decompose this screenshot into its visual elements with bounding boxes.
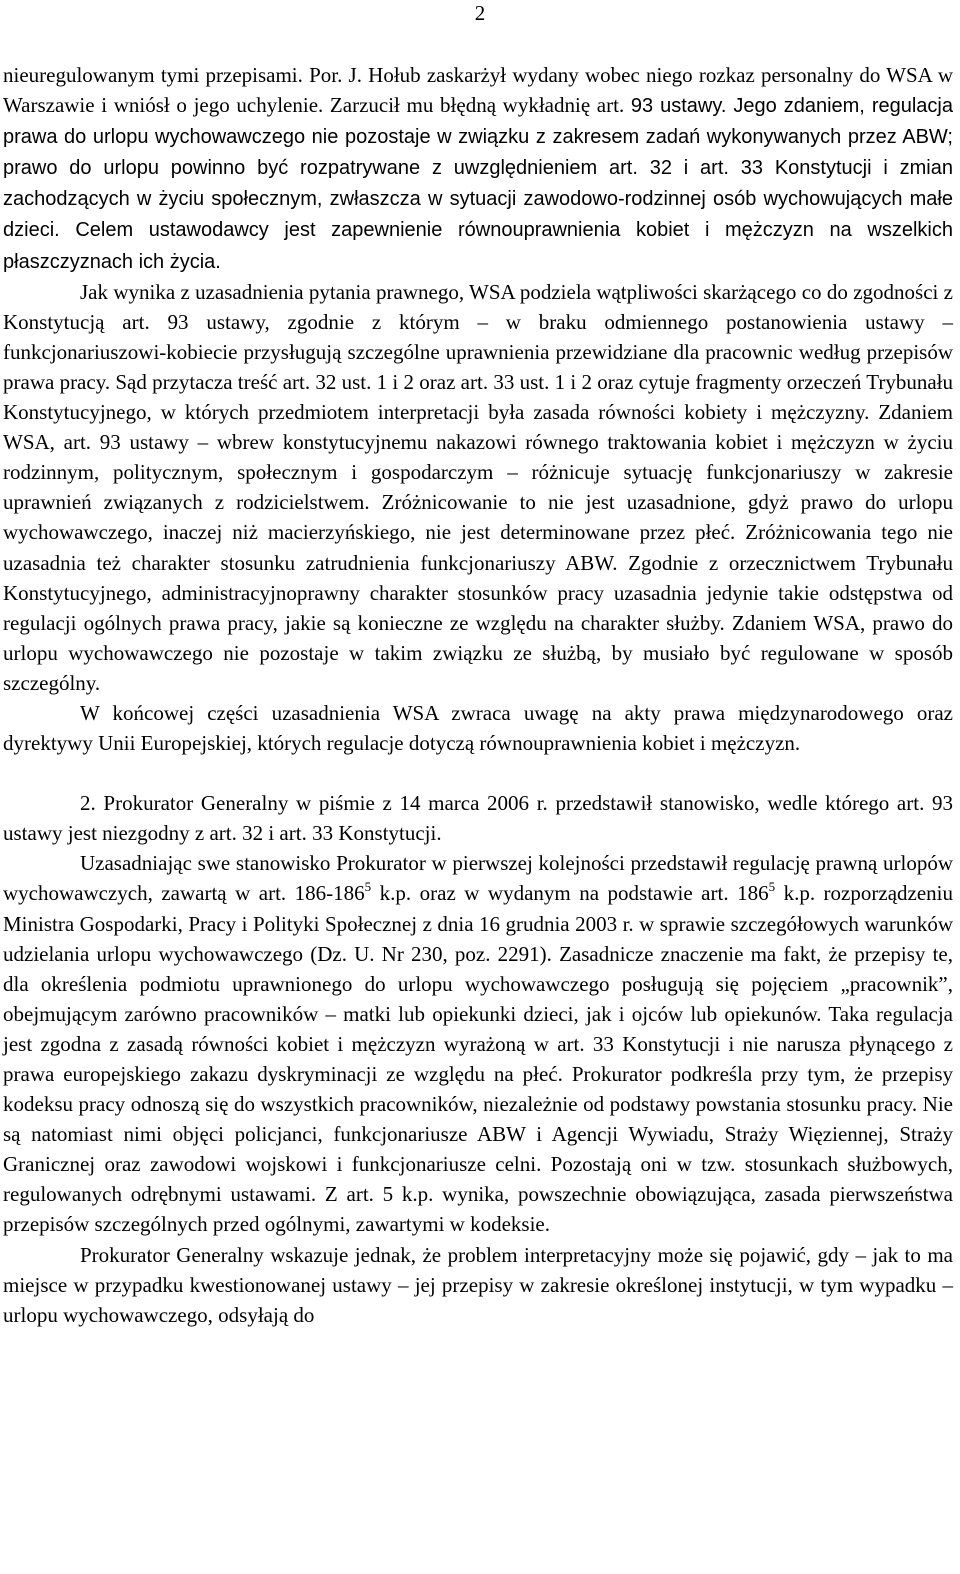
text-segment: Jak wynika z uzasadnienia pytania prawnego, WSA podziela wątpliwości skarżącego co do zgodności z Konstytucją art. 93 ustawy, zgodnie z którym – w braku odmiennego postanowienia ustawy – funkcjonariuszowi-kobiecie przysługują szczególne uprawnienia przewidziane dla pracownic według przepisów prawa pracy. Sąd przytacza treść art. 32 ust. 1 i 2 oraz art. 33 ust. 1 i 2 oraz cytuje fragmenty orzeczeń Trybunału Konstytucyjnego, w których przedmiotem interpretacji była zasada równości kobiety i mężczyzny. Zdaniem WSA, art. 93 ustawy – wbrew konstytucyjnemu nakazowi równego traktowania kobiet i mężczyzn w życiu rodzinnym, politycznym, społecznym i gospodarczym – różnicuje sytuację funkcjonariuszy w zakresie uprawnień związanych z rodzicielstwem. Zróżnicowanie to nie jest uzasadnione, gdyż prawo do urlopu wychowawczego, inaczej niż macierzyńskiego, nie jest determinowane przez płeć. Zróżnicowania tego nie uzasadnia też charakter stosunku zatrudnienia funkcjonariuszy ABW. Zgodnie z orzecznictwem Trybunału Konstytucyjnego, administracyjnoprawny charakter stosunków pracy uzasadnia jedynie takie odstępstwa od regulacji ogólnych prawa pracy, jakie są konieczne ze względu na charakter służby. Zdaniem WSA, prawo do urlopu wychowawczego nie pozostaje w takim związku ze służbą, by musiało być regulowane w sposób szczególny. (3, 279, 953, 695)
text-segment: 93 ustawy. Jego zdaniem, regulacja prawa do urlopu wychowawczego nie pozostaje w związku z zakresem zadań wykonywanych przez ABW; prawo do urlopu powinno być rozpatrywane z uwzględnieniem art. 32 i art. 33 Konstytucji i zmian zachodzących w życiu społecznym, zwłaszcza w sytuacji zawodowo-rodzinnej osób wychowujących małe dzieci. Celem ustawodawcy jest zapewnienie równouprawnienia kobiet i mężczyzn na wszelkich płaszczyznach ich życia. (3, 95, 953, 273)
superscript: 5 (364, 879, 372, 895)
document-body (3, 60, 953, 1330)
paragraph-p2 (3, 277, 953, 698)
paragraph-spacer (3, 758, 953, 788)
paragraph-p6 (3, 1240, 953, 1330)
superscript: 5 (768, 879, 776, 895)
paragraph-p5 (3, 848, 953, 1239)
paragraph-p3 (3, 698, 953, 758)
text-segment: W końcowej części uzasadnienia WSA zwraca uwagę na akty prawa międzynarodowego oraz dyrektywy Unii Europejskiej, których regulacje dotyczą równouprawnienia kobiet i mężczyzn. (3, 700, 953, 756)
text-segment: k.p. oraz w wydanym na podstawie art. 186 (371, 881, 769, 906)
text-segment: k.p. rozporządzeniu Ministra Gospodarki, Pracy i Polityki Społecznej z dnia 16 grudnia 2003 r. w sprawie szczegółowych warunków udzielania urlopu wychowawczego (Dz. U. Nr 230, poz. 2291). Zasadnicze znaczenie ma fakt, że przepisy te, dla określenia podmiotu uprawnionego do urlopu wychowawczego posługują się pojęciem „pracownik”, obejmującym zarówno pracowników – matki lub opiekunki dzieci, jak i ojców lub opiekunów. Taka regulacja jest zgodna z zasadą równości kobiet i mężczyzn wyrażoną w art. 33 Konstytucji i nie narusza płynącego z prawa europejskiego zakazu dyskryminacji ze względu na płeć. Prokurator podkreśla przy tym, że przepisy kodeksu pracy odnoszą się do wszystkich pracowników, niezależnie od podstawy powstania stosunku pracy. Nie są natomiast nimi objęci policjanci, funkcjonariusze ABW i Agencji Wywiadu, Straży Więziennej, Straży Granicznej oraz zawodowi wojskowi i funkcjonariusze celni. Pozostają oni w tzw. stosunkach służbowych, regulowanych odrębnymi ustawami. Z art. 5 k.p. wynika, powszechnie obowiązująca, zasada pierwszeństwa przepisów szczególnych przed ogólnymi, zawartymi w kodeksie. (3, 881, 953, 1237)
text-segment: nieuregulowanym tymi przepisami. Por. J. Hołub zaskarżył wydany wobec niego rozkaz personalny do WSA w Warszawie i wniósł o jego uchylenie. Zarzucił mu błędną wykładnię art. (3, 63, 953, 118)
paragraph-p4 (3, 788, 953, 848)
paragraph-p1 (3, 60, 953, 277)
text-segment: Uzasadniając swe stanowisko Prokurator w pierwszej kolejności przedstawił regulację prawną urlopów wychowawczych, zawartą w art. 186-186 (3, 851, 953, 906)
text-segment: Prokurator Generalny wskazuje jednak, że problem interpretacyjny może się pojawić, gdy – jak to ma miejsce w przypadku kwestionowanej ustawy – jej przepisy w zakresie określonej instytucji, w tym wypadku – urlopu wychowawczego, odsyłają do (3, 1242, 953, 1327)
page-number: 2 (474, 1, 486, 25)
text-segment: 2. Prokurator Generalny w piśmie z 14 marca 2006 r. przedstawił stanowisko, wedle którego art. 93 ustawy jest niezgodny z art. 32 i art. 33 Konstytucji. (3, 791, 953, 846)
